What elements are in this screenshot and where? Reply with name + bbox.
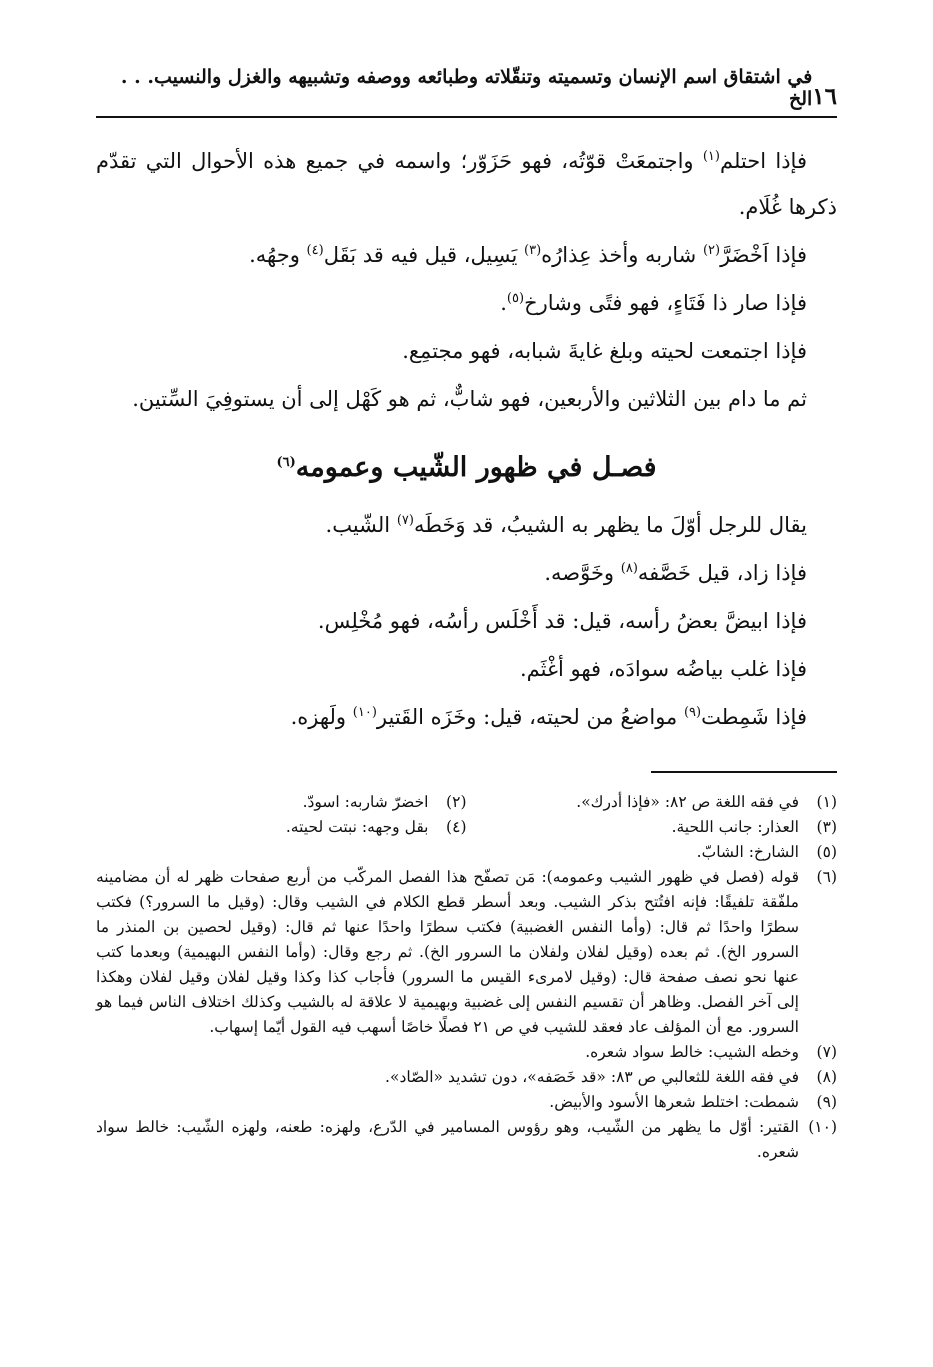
footnote-number: (١) bbox=[816, 793, 837, 811]
footnote-divider bbox=[651, 771, 837, 773]
footnote-text: شمطت: اختلط شعرها الأسود والأبيض. bbox=[549, 1093, 799, 1111]
footnote-ref-1: (١) bbox=[702, 149, 720, 164]
text-segment: فإذا اجتمعت لحيته وبلغ غايةَ شبابه، فهو مجتمِع. bbox=[402, 339, 807, 363]
paragraph-partly-white bbox=[96, 598, 837, 644]
footnote-number: (٩) bbox=[816, 1093, 837, 1111]
footnote-ref-10: (١٠) bbox=[352, 705, 377, 720]
text-segment: ولَهزه. bbox=[290, 705, 353, 729]
text-segment: يقال للرجل أوّلَ ما يظهر به الشيبُ، قد وَخَطَه bbox=[413, 513, 807, 537]
footnote-1 bbox=[467, 790, 838, 815]
footnote-text: العذار: جانب اللحية. bbox=[671, 818, 799, 836]
footnote-text: الشارخ: الشابّ. bbox=[696, 843, 799, 861]
footnote-ref-2: (٢) bbox=[702, 243, 721, 258]
footnote-text: في فقه اللغة للثعالبي ص ٨٣: «قد خَصَفه»، دون تشديد «الصّاد». bbox=[385, 1068, 799, 1086]
footnote-ref-8: (٨) bbox=[620, 561, 638, 576]
text-segment: . bbox=[500, 291, 507, 315]
footnote-10 bbox=[96, 1115, 837, 1165]
footnote-ref-5: (٥) bbox=[506, 291, 525, 306]
footnote-3 bbox=[467, 815, 838, 840]
footnote-text: وخطه الشيب: خالط سواد شعره. bbox=[585, 1043, 799, 1061]
text-segment: فإذا اَخْضَرَّ bbox=[720, 243, 807, 267]
paragraph-age bbox=[96, 376, 837, 422]
text-segment: فإذا زاد، قيل خَصَّفه bbox=[637, 561, 807, 585]
footnote-9 bbox=[96, 1090, 837, 1115]
section-title bbox=[96, 444, 837, 492]
paragraph-puberty bbox=[96, 138, 837, 230]
text-segment: فإذا شَمِطت bbox=[701, 705, 807, 729]
footnote-7 bbox=[96, 1040, 837, 1065]
paragraph-mustache bbox=[96, 232, 837, 278]
footnote-2 bbox=[96, 790, 467, 815]
footnote-number: (٧) bbox=[816, 1043, 837, 1061]
footnote-ref-6: (٦) bbox=[276, 455, 296, 470]
text-segment: وجهُه. bbox=[249, 243, 307, 267]
footnote-6 bbox=[96, 865, 837, 1040]
footnote-row bbox=[96, 790, 837, 815]
footnote-row bbox=[96, 815, 837, 840]
footnote-number: (٢) bbox=[446, 793, 467, 811]
running-head bbox=[96, 66, 837, 118]
text-segment: فإذا احتلم bbox=[719, 149, 807, 173]
section-title-text: فصـل في ظهور الشّيب وعمومه bbox=[295, 452, 657, 483]
text-segment: يَسِيل، قيل فيه قد بَقَل bbox=[323, 243, 525, 267]
footnote-number: (٥) bbox=[816, 843, 837, 861]
text-segment: فإذا غلب بياضُه سوادَه، فهو أغْثَم. bbox=[519, 657, 807, 681]
footnote-text: في فقه اللغة ص ٨٢: «فإذا أدرك». bbox=[576, 793, 799, 811]
paragraph-beard-grey bbox=[96, 694, 837, 740]
paragraph-youth bbox=[96, 280, 837, 326]
text-segment: فإذا صار ذا فَتَاءٍ، فهو فتًى وشارخ bbox=[524, 291, 807, 315]
footnote-text: بقل وجهه: نبتت لحيته. bbox=[285, 818, 429, 836]
footnote-ref-4: (٤) bbox=[306, 243, 324, 258]
page-number: ١٦ bbox=[812, 83, 837, 110]
footnote-text: قوله (فصل في ظهور الشيب وعمومه): مَن تصفّح هذا الفصل المركّب من أربع صفحات ظهر له أن مضامينه ملفّقة تلفيقًا: فإنه افتُتح بذكر الشيب. وبعد أسطر قطع الكلام في الشيب وقال: (وقيل ما السرور؟) فكتب سطرًا واحدًا ثم قال: (وأما النفس الغضبية) فكتب سطرًا واحدًا عنها ثم قال: (وقيل لحصين بن المنذر ما السرور الخ). ثم بعده (وقيل لفلان ولفلان ما السرور الخ). ثم رجع وقال: (وأما النفس البهيمية) وبعدما كتب عنها نحو نصف صفحة قال: (وقيل لامرىء القيس ما السرور) فأجاب كذا وكذا وقيل لفلان وقيل لفلان وهكذا إلى آخر الفصل. وظاهر أن تقسيم النفس إلى غضبية وبهيمية لا علاقة له بالشيب وكذلك اختلاف الناس فيما هو السرور. مع أن المؤلف عاد فعقد للشيب في ص ٢١ فصلًا خاصًا أسهب فيه القول أيّما إسهاب. bbox=[96, 868, 799, 1036]
paragraph-increase bbox=[96, 550, 837, 596]
text-segment: مواضعُ من لحيته، قيل: وخَزَه القَتير bbox=[376, 705, 684, 729]
footnote-text: اخضرّ شاربه: اسودّ. bbox=[302, 793, 429, 811]
text-segment: وخَوَّصه. bbox=[544, 561, 621, 585]
text-segment: الشّيب. bbox=[325, 513, 397, 537]
footnote-number: (١٠) bbox=[808, 1118, 837, 1136]
paragraph-beard bbox=[96, 328, 837, 374]
running-title: في اشتقاق اسم الإنسان وتسميته وتنقّلاته وطبائعه ووصفه وتشبيهه والغزل والنسيب. . . الخ bbox=[120, 66, 813, 110]
footnote-number: (٣) bbox=[816, 818, 837, 836]
footnotes bbox=[96, 790, 837, 1165]
footnote-ref-7: (٧) bbox=[396, 513, 414, 528]
footnote-number: (٨) bbox=[816, 1068, 837, 1086]
text-segment: واجتمعَتْ قوّتُه، فهو حَزَوّر؛ واسمه في جميع هذه الأحوال التي تقدّم ذكرها غُلَام. bbox=[96, 149, 837, 219]
main-text bbox=[96, 138, 837, 740]
footnote-ref-3: (٣) bbox=[524, 243, 542, 258]
footnote-text: القتير: أوّل ما يظهر من الشّيب، وهو رؤوس المسامير في الدّرع، ولهزه: طعنه، ولهزه الشّيب: خالط سواد شعره. bbox=[96, 1118, 799, 1161]
text-segment: فإذا ابيضَّ بعضُ رأسه، قيل: قد أَخْلَس رأسُه، فهو مُخْلِس. bbox=[317, 609, 807, 633]
footnote-number: (٤) bbox=[446, 818, 467, 836]
text-segment: شاربه وأخذ عِذارُه bbox=[541, 243, 703, 267]
footnote-8 bbox=[96, 1065, 837, 1090]
footnote-number: (٦) bbox=[816, 868, 837, 886]
text-segment: ثم ما دام بين الثلاثين والأربعين، فهو شابٌّ، ثم هو كَهْل إلى أن يستوفِيَ السِّتين. bbox=[132, 387, 807, 411]
paragraph-mostly-white bbox=[96, 646, 837, 692]
footnote-5 bbox=[96, 840, 837, 865]
paragraph-first-grey bbox=[96, 502, 837, 548]
footnote-ref-9: (٩) bbox=[683, 705, 702, 720]
footnote-4 bbox=[96, 815, 467, 840]
